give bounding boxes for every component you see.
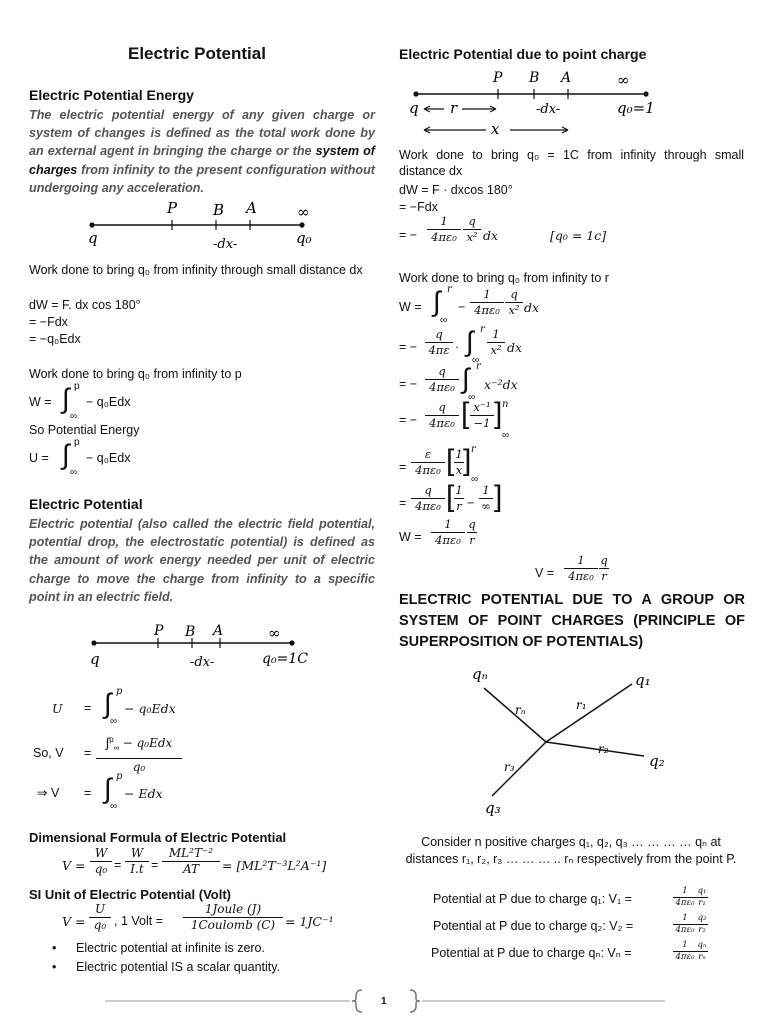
label-q0-1: q₀=1 [617, 99, 655, 117]
label-dx: -dx- [213, 237, 238, 252]
label-P: P [493, 70, 503, 86]
minus: − [458, 300, 466, 314]
group-heading: ELECTRIC POTENTIAL DUE TO A GROUP OR SYSTEM OF POINT CHARGES (PRINCIPLE OF SUPERPOSITION OF POTENTIALS) [399, 592, 745, 650]
equals: = [84, 746, 92, 760]
label-q: q [88, 229, 98, 247]
label-B: B [529, 70, 540, 86]
frac-eps-4pe0: ε 4πε₀ [411, 447, 445, 478]
bullet-item: Electric potential IS a scalar quantity. [76, 960, 281, 974]
eq-dw: dW = F. dx cos 180° [29, 298, 141, 312]
int-lower: ∞ [110, 716, 118, 727]
label-A: A [561, 70, 572, 86]
label-r: r [450, 99, 458, 117]
label-infinity: ∞ [617, 71, 630, 89]
dot: · [455, 340, 460, 354]
frac-q-x2: q x² [463, 214, 481, 245]
integral-sign: ∫ [104, 773, 112, 804]
int-lower: ∞ [70, 411, 78, 422]
consider-text: Consider n positive charges q₁, q₂, q₃ … … … … qₙ at distances r₁, r₂, r₃ … … … .. rₙ respectively from the point P. [405, 835, 737, 866]
int-upper: p [74, 437, 80, 448]
frac-q-r: q r [468, 517, 476, 547]
eq-minus: = − [399, 413, 418, 427]
label-B: B [213, 201, 225, 219]
dim-frac-2: W I.t [125, 846, 149, 877]
equals: = [399, 496, 407, 510]
dim-heading: Dimensional Formula of Electric Potential [29, 830, 287, 845]
label-dx: -dx- [190, 655, 215, 670]
equals: = [84, 786, 92, 800]
frac-q-x2: q x² [505, 287, 523, 318]
label-q0: q₀ [296, 229, 312, 247]
bullet-icon: • [52, 960, 57, 974]
int-upper: r [447, 284, 452, 295]
int-upper: r [476, 361, 481, 372]
page-title: Electric Potential [128, 44, 266, 63]
frac-q-4pe0: q 4πε₀ [425, 364, 459, 395]
label-q: q [409, 99, 419, 117]
label-dx: -dx- [536, 102, 561, 117]
bracket-close: ] [494, 397, 503, 430]
int-body: − q₀Edx [86, 395, 131, 409]
w-lhs: W = [399, 530, 422, 544]
dx: dx [524, 300, 540, 315]
w-lhs: W = [29, 395, 52, 409]
dim-result: = [ML²T⁻³L²A⁻¹] [222, 858, 327, 873]
v-lhs: V = [535, 566, 555, 580]
dim-frac-3: ML²T⁻² AT [162, 846, 220, 877]
int-lower: ∞ [440, 315, 448, 326]
label-P: P [167, 199, 178, 217]
u-lhs: U = [29, 451, 49, 465]
ep-definition: Electric potential (also called the electric field potential, potential drop, the electrostatic potential) is defined as the amount of work energy needed per unit of electric charge to move the charge from infinity to a specific point in an electric field. [29, 517, 375, 604]
label-qn: qₙ [472, 665, 488, 683]
bullet-icon: • [52, 941, 57, 955]
bracket-lower: ∞ [502, 430, 510, 441]
frac-1-4pe0: 1 4πε₀ [673, 940, 697, 963]
bracket-upper: n [502, 399, 509, 410]
si-frac-1: U q₀ [89, 902, 111, 933]
integral-sign: ∫ [104, 688, 112, 719]
frac-1-4pe0: 1 4πε₀ [431, 517, 465, 548]
label-A: A [246, 199, 257, 217]
int-upper: p [116, 771, 123, 782]
equals: = [151, 858, 159, 872]
frac-q-r: q r [600, 553, 608, 583]
eq-q0edx: = −q₀Edx [29, 332, 81, 346]
bracket-close: ] [463, 444, 472, 477]
q0-note: [q₀ = 1c] [550, 228, 607, 243]
page-number: 1 [381, 996, 387, 1007]
equals: = [114, 858, 122, 872]
label-q3: q₃ [485, 799, 501, 817]
integral-sign: ∫ [433, 286, 441, 317]
integral-sign: ∫ [466, 326, 474, 357]
int-lower: ∞ [110, 801, 118, 812]
label-q2: q₂ [649, 752, 665, 770]
label-x: x [491, 120, 500, 138]
x-m2-dx: x⁻²dx [484, 377, 518, 392]
frac-q-4pe0: q 4πε₀ [425, 400, 459, 431]
int-upper: p [74, 381, 80, 392]
int-upper: p [116, 686, 123, 697]
equals: = [84, 701, 92, 715]
si-v: V = [62, 914, 86, 929]
eq-fdx: = −Fdx [29, 315, 68, 329]
eq-minus: = − [399, 340, 418, 354]
label-infinity: ∞ [297, 203, 310, 221]
label-rn: rₙ [515, 703, 526, 717]
pe-heading: Electric Potential Energy [29, 87, 194, 103]
frac-1-4pe0: 1 4πε₀ [564, 553, 598, 584]
dim-v: V = [62, 858, 86, 873]
label-r3: r₃ [504, 760, 515, 774]
charges-star-diagram [470, 660, 700, 820]
bracket-open: [ [446, 480, 455, 513]
line-diagram-1 [80, 196, 320, 254]
eq-minus: = − [399, 228, 418, 242]
eq-dw: dW = F · dxcos 180° [399, 183, 513, 197]
ep-heading: Electric Potential [29, 496, 143, 512]
label-q: q [90, 650, 100, 668]
integral-sign: ∫ [62, 439, 70, 470]
frac-1-4pe0: 1 4πε₀ [673, 913, 697, 936]
si-volt: , 1 Volt = [114, 914, 163, 928]
implies-v: ⇒ V [37, 786, 60, 800]
dx: dx [483, 228, 499, 243]
dim-frac-1: W q₀ [90, 846, 112, 877]
si-frac-2: 1Joule (J) 1Coulomb (C) [183, 902, 283, 933]
label-B: B [185, 624, 196, 640]
int-lower: ∞ [70, 467, 78, 478]
int-lower: ∞ [468, 392, 476, 403]
equals: = [399, 460, 407, 474]
frac-1-r: 1 r [455, 483, 463, 513]
frac-1-x: 1 x [455, 447, 463, 477]
right-title: Electric Potential due to point charge [399, 46, 647, 62]
work-to-r: Work done to bring q₀ from infinity to r [399, 271, 609, 285]
eq-u: U [52, 701, 63, 716]
label-infinity: ∞ [268, 624, 281, 642]
work-text: Work done to bring q₀ from infinity through small distance dx [29, 263, 363, 277]
pe-definition: The electric potential energy of any given charge or system of changes is defined as the total work done by an external agent in bringing the charge or the system of charges from infinity to the present configuration without undergoing any acceleration. [29, 108, 375, 195]
label-A: A [213, 623, 224, 639]
frac-1-4pe0: 1 4πε₀ [673, 886, 697, 909]
bracket-open: [ [461, 397, 470, 430]
label-q1: q₁ [635, 671, 651, 689]
label-r1: r₁ [576, 698, 587, 712]
label-r2: r₂ [598, 742, 609, 756]
frac-xm1-m1: x⁻¹ −1 [470, 400, 494, 431]
frac-1-4pe0: 1 4πε₀ [427, 214, 461, 245]
work-text: Work done to bring q₀ = 1C from infinity through small distance dx [399, 148, 744, 178]
frac-1-inf: 1 ∞ [479, 483, 493, 514]
frac-q-r: qₙ rₙ [697, 940, 707, 962]
minus: − [467, 496, 475, 510]
int-body: − q₀Edx [124, 701, 176, 716]
frac-q-r: q₂ r₂ [697, 913, 707, 935]
bullet-item: Electric potential at infinite is zero. [76, 941, 265, 955]
eq-fdx: = −Fdx [399, 200, 438, 214]
int-body: − Edx [124, 786, 163, 801]
pot-line-label: Potential at P due to charge q₂: V₂ = [433, 919, 634, 933]
label-q0-1c: q₀=1C [262, 651, 308, 667]
integral-sign: ∫ [462, 363, 470, 394]
frac-q-r: q₁ r₁ [697, 886, 707, 908]
frac-1-4pe0: 1 4πε₀ [470, 287, 504, 318]
bracket-close: ] [494, 480, 503, 513]
int-upper: r [480, 324, 485, 335]
eq-minus: = − [399, 377, 418, 391]
work-to-p: Work done to bring q₀ from infinity to p [29, 367, 242, 381]
bracket-lower: ∞ [471, 474, 479, 485]
so-pe: So Potential Energy [29, 423, 140, 437]
int-body: − q₀Edx [86, 451, 131, 465]
frac-q-4pe: q 4πε [425, 327, 453, 358]
v-fraction: ∫$^p_\infty$ − q₀Edx q₀ [96, 732, 182, 775]
so-v: So, V [33, 746, 64, 760]
int-lower: ∞ [472, 355, 480, 366]
pot-line-label: Potential at P due to charge q₁: V₁ = [433, 892, 632, 906]
pot-line-label: Potential at P due to charge qₙ: Vₙ = [431, 946, 632, 960]
si-heading: SI Unit of Electric Potential (Volt) [29, 887, 231, 902]
dx: dx [507, 340, 523, 355]
integral-sign: ∫ [62, 383, 70, 414]
frac-1-x2: 1 x² [487, 327, 505, 358]
w-lhs: W = [399, 300, 422, 314]
frac-q-4pe0: q 4πε₀ [411, 483, 445, 514]
bracket-open: [ [446, 444, 455, 477]
bracket-upper: r [471, 444, 476, 455]
si-result: = 1JC⁻¹ [285, 914, 334, 929]
label-P: P [154, 623, 164, 639]
